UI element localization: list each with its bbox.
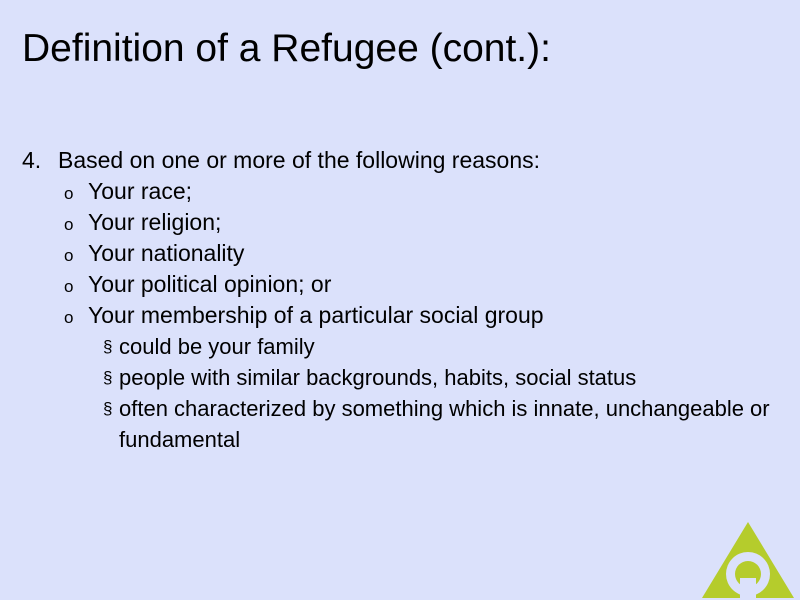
- social-group-detail: [22, 331, 792, 362]
- slide-content: [22, 145, 792, 455]
- circle-bullet-icon: o: [64, 277, 74, 296]
- circle-bullet-icon: o: [64, 184, 74, 203]
- reason-item: [22, 207, 792, 238]
- slide-title: Definition of a Refugee (cont.):: [22, 27, 551, 70]
- reason-item: [22, 238, 792, 269]
- reason-item: [22, 269, 792, 300]
- social-group-detail: [22, 393, 792, 455]
- numbered-point: [22, 145, 792, 176]
- square-bullet-icon: §: [103, 368, 113, 387]
- reason-text: Your nationality: [88, 240, 245, 266]
- ring-arch-logo-icon: [700, 520, 796, 600]
- social-group-detail: [22, 362, 792, 393]
- reason-text: Your political opinion; or: [88, 271, 332, 297]
- reason-item: [22, 300, 792, 331]
- reason-text: Your membership of a particular social group: [88, 302, 544, 328]
- circle-bullet-icon: o: [64, 215, 74, 234]
- square-bullet-icon: §: [103, 337, 113, 356]
- reason-text: Your race;: [88, 178, 192, 204]
- detail-text: could be your family: [119, 334, 315, 359]
- detail-text: often characterized by something which is innate, unchangeable or fundamental: [119, 396, 770, 452]
- circle-bullet-icon: o: [64, 246, 74, 265]
- detail-text: people with similar backgrounds, habits, social status: [119, 365, 637, 390]
- circle-bullet-icon: o: [64, 308, 74, 327]
- reason-item: [22, 176, 792, 207]
- point-text: Based on one or more of the following reasons:: [58, 147, 541, 173]
- reason-text: Your religion;: [88, 209, 222, 235]
- point-number: 4.: [22, 147, 42, 173]
- square-bullet-icon: §: [103, 399, 113, 418]
